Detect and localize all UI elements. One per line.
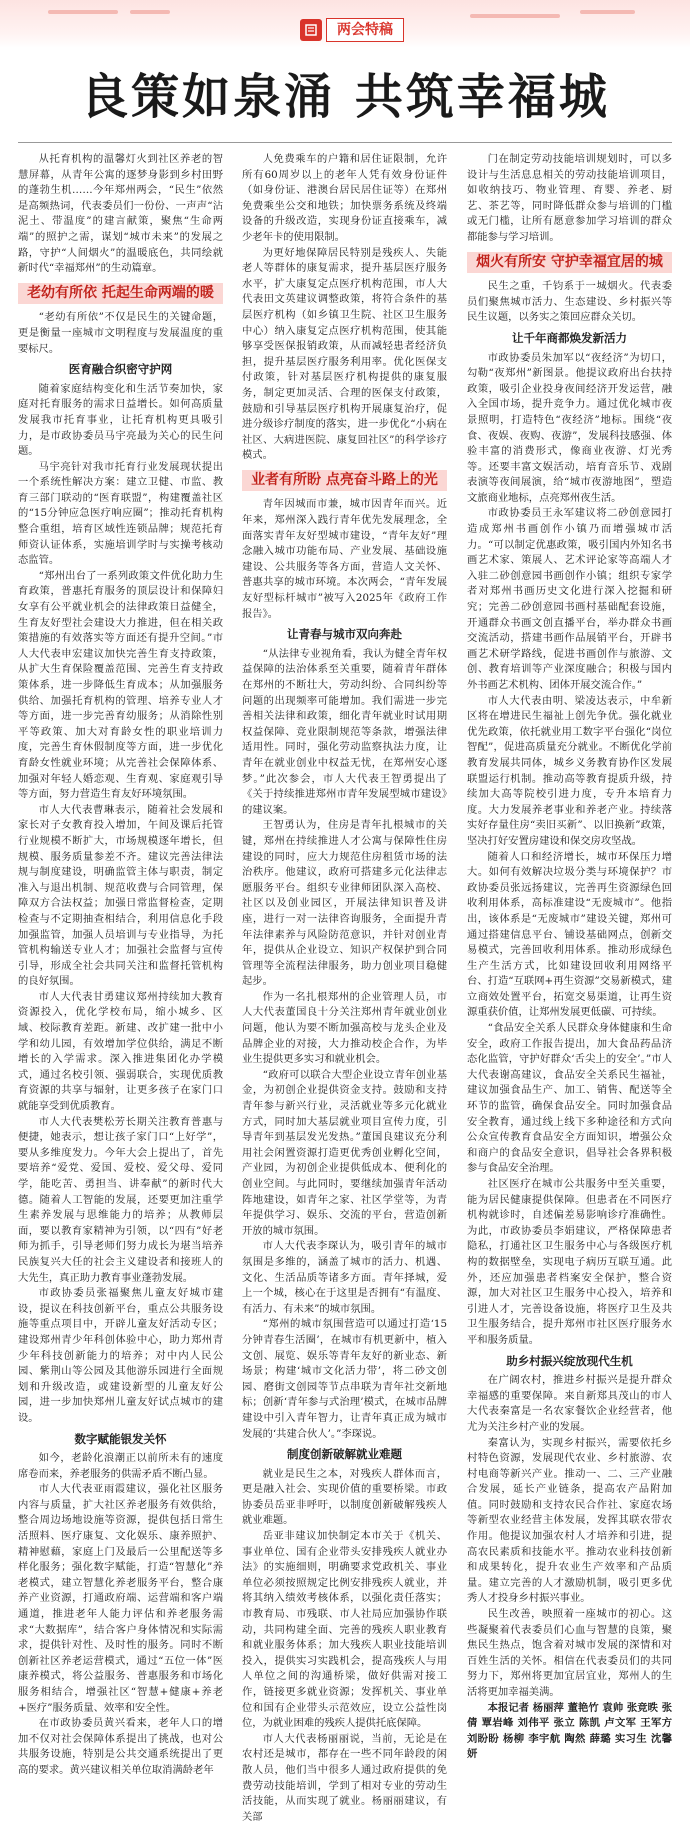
subsection-heading: 助乡村振兴绽放现代生机	[506, 1353, 633, 1368]
paragraph: 秦富认为，实现乡村振兴，需要依托乡村特色资源，发展现代农业、乡村旅游、农村电商等新兴产业。推动一、二、三产业融合发展，延长产业链条，提高农产品附加值。同时鼓励和支持农民合作社、家庭农场等新型农业经营主体发展，发挥其联农带农作用。他提议加强农村人才培养和引进，提高农民素质和技能水平。推动农业科技创新和成果转化，提升农业生产效率和产品质量。建立完善的人才激励机制，吸引更多优秀人才投身乡村振兴事业。	[467, 1436, 672, 1605]
paragraph: 市人大代表樊松芳长期关注教育普惠与便捷，她表示，想让孩子家门口“上好学”，要从多维度发力。今年大会上提出了，首先要培养“爱党、爱国、爱校、爱父母、爱同学，能吃苦、勇担当、讲奉献”的新时代大德。随着人工智能的发展，还要更加注重学生素养发展与思维能力的培养；从教师层面，要以教育家精神为引领，以“四有”好老师为抓手，引导老师们努力成长为堪当培养民族复兴大任的社会主义建设者和接班人的大先生，真正助力教育事业蓬勃发展。	[18, 1115, 223, 1284]
paragraph: 随着人口和经济增长，城市环保压力增大。如何有效解决垃圾分类与环境保护？市政协委员张远扬建议，完善再生资源绿色回收利用体系，高标准建设“无废城市”。他指出，该体系是“无废城市”建设关键，郑州可通过搭建信息平台、铺设基础网点，创新交易模式，完善回收利用体系。推动形成绿色生产生活方式，比如建设回收利用网络平台、打造“互联网+再生资源”交易新模式，建立商效处置平台，拓宽交易渠道，让再生资源重获价值，让郑州发展更低碳、可持续。	[467, 850, 672, 1019]
paragraph: “老幼有所依”不仅是民生的关键命题，更是衡量一座城市文明程度与发展温度的重要标尺。	[18, 311, 223, 355]
paragraph: 市人大代表曹琳表示，随着社会发展和家长对子女教育投入增加，午间及课后托管行业规模不断扩大，市场规模逐年增长，但规模、服务质量参差不齐。建议完善法律法规与制度建设，明确监管主体与职责，制定准入与退出机制、规范收费与合同管理，保障双方合法权益；加强日常监督检查，定期检查与不定期抽查相结合，利用信息化手段加强监管，加强人员培训与专业指导，为托管机构输送专业人才；加强社会监督与宣传引导，形成全社会共同关注和监督托管机构的良好氛围。	[18, 803, 223, 988]
page-title: 良策如泉涌 共筑幸福城	[80, 69, 610, 125]
section-heading: 烟火有所安 守护幸福宜居的城	[467, 252, 672, 274]
paragraph: “郑州出台了一系列政策文件优化助力生育政策，普惠托育服务的顶层设计和保障妇女享有公平就业机会的法律政策日益健全，生育友好型社会建设大力推进，但在相关政策措施的有效落实等方面还有提升空间。”市人大代表申宏建议加快完善生育支持政策，从扩大生育保险覆盖范围、完善生育支持政策体系，进一步降低生育成本；从加强服务供给、加强托育机构的管理、培养专业人才等方面，进一步完善育幼服务；从消除性别平等政策、加大对育龄女性的职业培训力度，完善生育休假制度等方面，进一步优化育龄女性就业环境；从完善社会保障体系、加强对年轻人婚恋观、生育观、家庭观引导等方面，努力营造生育友好环境氛围。	[18, 569, 223, 801]
article-column-2	[242, 152, 447, 1823]
paragraph: 市政协委员张福聚焦儿童友好城市建设，提议在科技创新平台，重点公共服务设施等重点项目中，开辟儿童友好活动专区；建设郑州青少年科创体验中心，助力郑州青少年科技创新能力的培养；对中内人民公园、紫荆山等公园及其他游乐园进行全面规划和升级改造，或建设新型的儿童友好公园，进一步加快郑州儿童友好试点城市的建设。	[18, 1287, 223, 1424]
paragraph: 市政协委员王永军建议将二砂创意园打造成郑州书画创作小镇乃而增强城市活力。“可以制定优惠政策，吸引国内外知名书画艺术家、策展人、艺术评论家等高端人才入驻二砂创意园书画创作小镇；组织专家学者对郑州书画历史文化进行深入挖掘和研究；完善二砂创意园书画村基础配套设施，开通群众书画文创直播平台，举办群众书画交流活动，搭建书画作品展销平台，开辟书画艺术研学路线，促进书画创作与旅游、文创、教育培训等产业深度融合；积极与国内外书画艺术机构、团体开展交流合作。”	[467, 507, 672, 691]
header-decoration	[580, 10, 635, 14]
paragraph: 民生之重，千钧系于一城烟火。代表委员们聚焦城市活力、生态建设、乡村振兴等民生议题，以务实之策回应群众关切。	[467, 280, 672, 324]
paragraph: 门在制定劳动技能培训规划时，可以多设计与生活息息相关的劳动技能培训项目，如收纳技巧、物业管理、育婴、养老、厨艺、茶艺等，同时降低群众参与培训的门槛或无门槛，让所有愿意参加学习培训的群众都能参与学习培训。	[467, 153, 672, 243]
paragraph: 市人大代表杨丽丽说，当前，无论是在农村还是城市，都存在一些不同年龄段的闲散人员，他们当中很多人通过政府提供的免费劳动技能培训，学到了相对专业的劳动生活技能，从而实现了就业。杨丽丽建议，有关部	[242, 1732, 447, 1823]
paragraph: 为更好地保障居民特别是残疾人、失能老人等群体的康复需求，提升基层医疗服务水平，扩大康复定点医疗机构范围，市人大代表田文英建议调整政策，将符合条件的基层医疗机构（如乡镇卫生院、社区卫生服务中心）纳入康复定点医疗机构范围，使其能够享受医保报销政策，从而减轻患者经济负担，提升基层医疗服务利用率。优化医保支付政策，针对基层医疗机构提供的康复服务，制定更加灵活、合理的医保支付政策，鼓励和引导基层医疗机构开展康复治疗，促进分级诊疗制度的落实，进一步优化“小病在社区、大病进医院、康复回社区”的科学诊疗模式。	[242, 246, 447, 462]
paragraph: 如今，老龄化浪潮正以前所未有的速度席卷而来，养老服务的供需矛盾不断凸显。	[18, 1452, 223, 1480]
paragraph: 作为一名扎根郑州的企业管理人员，市人大代表董国良十分关注郑州青年就业创业问题，他认为要不断加强高校与龙头企业及品牌企业的对接，大力推动校企合作，为毕业生提供更多实习和就业机会。	[242, 990, 447, 1066]
paragraph: 王智勇认为，住房是青年扎根城市的关键，郑州在持续推进人才公寓与保障性住房建设的同时，应大力规范住房租赁市场的法治秩序。他建议，政府可搭建多元化法律志愿服务平台。组织专业律师团队深入高校、社区以及创业园区，开展法律知识普及讲座，进行一对一法律咨询服务，全面提升青年法律素养与风险防范意识，并针对创业青年，提供从企业设立、知识产权保护到合同管理等全流程法律服务，助力创业项目稳健起步。	[242, 819, 447, 988]
paragraph: “从法律专业视角看，我认为健全青年权益保障的法治体系至关重要，随着青年群体在郑州的不断壮大，劳动纠纷、合同纠纷等问题的出现频率可能增加。我们需进一步完善相关法律和政策，细化青年就业时试用期权益保障、竞业限制规范等条款，增强法律适用性。同时，强化劳动监察执法力度，让青年在就业创业中权益无忧，在郑州安心逐梦。”此次参会，市人大代表王智勇提出了《关于持续推进郑州市青年发展型城市建设》的建议案。	[242, 647, 447, 816]
paragraph: 青年因城而市兼，城市因青年而兴。近年来，郑州深入践行青年优先发展理念，全面落实青年友好型城市建设，“青年友好”理念融入城市功能布局、产业发展、基础设施建设、公共服务等各方面，营造人文关怀、普惠共享的城市环境。本次两会，“青年发展友好型标杆城市”被写入2025年《政府工作报告》。	[242, 498, 447, 620]
title-divider	[18, 142, 672, 143]
section-heading: 业者有所盼 点亮奋斗路上的光	[242, 470, 447, 492]
subsection-heading: 让千年商都焕发新活力	[512, 330, 627, 345]
header-decoration	[48, 10, 118, 14]
paragraph: “政府可以联合大型企业设立青年创业基金，为初创企业提供资金支持。鼓励和支持青年参与新兴行业，灵活就业等多元化就业方式，同时加大基层就业项目宣传力度，引导青年到基层发光发热。”董国良建议充分利用社会闲置资源打造更优秀创业孵化空间，产业园，为初创企业提供低成本、便利化的创业空间。与此同时，要继续加强青年活动阵地建设，如青年之家、社区学堂等，为青年提供学习、娱乐、交流的平台，营造创新开放的城市氛围。	[242, 1068, 447, 1237]
paragraph: 市人大代表甘勇建议郑州持续加大教育资源投入，优化学校布局，缩小城乡、区域、校际教育差距。新建、改扩建一批中小学和幼儿园，有效增加学位供给，满足不断增长的入学需求。深入推进集团化办学模式，通过名校引领、强弱联合，实现优质教育资源的共享与辐射，让更多孩子在家门口就能享受到优质教育。	[18, 990, 223, 1113]
header-decoration	[130, 10, 170, 14]
section-tag	[300, 18, 404, 42]
paragraph: 市人大代表由明、梁凌达表示，中牟新区将在增进民生福祉上创先争优。强化就业优先政策，依托就业用工数字平台强化“岗位智配”，促进高质量充分就业。不断优化学前教育发展共同体，城乡义务教育协作区发展联盟运行机制。推动高等教育提质升级，持续加大高等院校引进力度，专升本培育力度。大力发展养老事业和养老产业。持续落实好存量住房“卖旧买新”、以旧换新”政策，坚决打好安置房建设和保交房攻坚战。	[467, 694, 672, 847]
article-column-1	[18, 152, 223, 1776]
paragraph: 从托育机构的温馨灯火到社区养老的智慧屏幕，从青年公寓的逐梦身影到乡村田野的蓬勃生机……今年郑州两会，“民生”依然是高频热词，代表委员们一份份、一声声“沾泥土、带温度”的建言献策，聚焦“生命两端”的照护之需，谋划“城市未来”的发展之路，守护“人间烟火”的温暖底色，共同绘就新时代“幸福郑州”的生动篇章。	[18, 153, 223, 275]
document-icon	[300, 19, 322, 41]
paragraph: 随着家庭结构变化和生活节奏加快，家庭对托育服务的需求日益增长。如何高质量发展我市托育事业，让托育机构更具吸引力，是市政协委员马宇亮最为关心的民生问题。	[18, 382, 223, 458]
subsection-heading: 制度创新破解就业难题	[287, 1447, 402, 1462]
paragraph: 民生改善，映照着一座城市的初心。这些凝聚着代表委员们心血与智慧的良策，聚焦民生热点，饱含着对城市发展的深情和对百姓生活的关怀。相信在代表委员们的共同努力下，郑州将更加宜居宜业，郑州人的生活将更加幸福美满。	[467, 1608, 672, 1698]
section-heading: 老幼有所依 托起生命两端的暖	[18, 283, 223, 305]
paragraph: 市人大代表李琛认为，吸引青年的城市氛围是多维的，涵盖了城市的活力、机遇、文化、生活品质等诸多方面。青年择城，爱上一个城，核心在于这里是否拥有“有温度、有活力、有未来”的城市氛围。	[242, 1240, 447, 1315]
subsection-heading: 数字赋能银发关怀	[74, 1431, 167, 1446]
article-column-3	[467, 152, 672, 1761]
paragraph: 就业是民生之本，对残疾人群体而言，更是融入社会、实现价值的重要桥梁。市政协委员岳亚非呼吁，以制度创新破解残疾人就业难题。	[242, 1467, 447, 1527]
paragraph: 马宇亮针对我市托育行业发展现状提出一个系统性解决方案：建立卫健、市监、教育三部门联动的“医育联盟”，构建覆盖社区的“15分钟应急医疗响应圈”；推动托育机构整合重组，培育区域性连锁品牌；规范托育师资认证体系，实施培训学时与实操考核动态监管。	[18, 460, 223, 567]
paragraph: 市政协委员朱加军以“夜经济”为切口，勾勒“夜郑州”新图景。他提议政府出台扶持政策，吸引企业投身夜间经济开发运营，融入全国市场，提升竞争力。通过优化城市夜景照明，打造特色“夜经济”地标。围绕“夜食、夜娱、夜购、夜游”，发展科技感强、体验丰富的消费形式，像商业夜游、灯光秀等。还要丰富文娱活动，培育音乐节、戏剧表演等夜间展演，给“城市夜游地图”，塑造文旅商业地标，点亮郑州夜生活。	[467, 351, 672, 504]
subsection-heading: 医育融合织密守护网	[68, 362, 173, 377]
section-tag-label: 两会特稿	[326, 18, 404, 42]
paragraph: 社区医疗在城市公共服务中至关重要，能为居民健康提供保障。但患者在不同医疗机构就诊时，自述偏差易影响诊疗准确性。为此，市政协委员李娟建议，严格保障患者隐私，打通社区卫生服务中心与各级医疗机构的数据壁垒，实现电子病历互联互通。此外，还应加强患者档案安全保护，整合资源，加大对社区卫生服务中心投入，培养和引进人才，完善设备设施，将医疗卫生及共卫生服务结合，提升郑州市社区医疗服务水平和服务质量。	[467, 1178, 672, 1346]
paragraph: “食品安全关系人民群众身体健康和生命安全，政府工作报告提出，加大食品药品济态化监管，守护好群众‘舌尖上的安全’。”市人大代表谢高建议，食品安全关系民生福祉，建议加强食品生产、加工、销售、配送等全环节的监管，确保食品安全。同时加强食品安全教育，通过线上线下多种途径和方式向公众宣传教育食品安全方面知识，增强公众和商户的食品安全意识，倡导社会各界积极参与食品安全治理。	[467, 1022, 672, 1175]
paragraph: 岳亚非建议加快制定本市关于《机关、事业单位、国有企业带头安排残疾人就业办法》的实施细则，明确要求党政机关、事业单位必须按照规定比例安排残疾人就业，并将其纳入绩效考核体系，以强化责任落实；市教育局、市残联、市人社局应加强协作联动，共同构建全面、完善的残疾人职业教育和就业服务体系；加大残疾人职业技能培训投入，提供实习实践机会，提高残疾人与用人单位之间的沟通桥梁，做好供需对接工作，链接更多就业资源；发挥机关、事业单位和国有企业带头示范效应，设立公益性岗位，为就业困难的残疾人提供托底保障。	[242, 1530, 447, 1730]
paragraph: 人免费乘车的户籍和居住证限制，允许所有60周岁以上的老年人凭有效身份证件（如身份证、港澳台居民居住证等）在郑州免费乘坐公交和地铁；加快票务系统及终端设备的升级改造，实现身份证直接乘车，减少老年卡的使用限制。	[242, 153, 447, 243]
paragraph: 市人大代表亚雨霞建议，强化社区服务内容与质量，扩大社区养老服务有效供给，整合周边场地设施等资源，提供包括日常生活照料、医疗康复、文化娱乐、康养照护、精神慰藉，家庭上门及最后一公里配送等多样化服务；强化数字赋能，打造“智慧化”养老模式，建立智慧化养老服务平台，整合康养产业资源，打通政府端、运营端和客户端通道，推进老年人能力评估和养老服务需求“大数据库”，结合客户身体情况和实际需求，提供针对性、及时性的服务。同时不断创新社区养老运营模式，通过“五位一体”医康养模式，将公益服务、普惠服务和市场化服务相结合，增强社区“智慧+健康+养老+医疗”服务质量、效率和安全性。	[18, 1483, 223, 1714]
subsection-heading: 让青春与城市双向奔赴	[287, 627, 402, 642]
paragraph: “郑州的城市氛围营造可以通过打造‘15分钟青春生活圈’，在城市有机更新中，植入文创、展览、娱乐等青年友好的新业态、新场景；构建‘城市文化活力带’，将二砂文创园、磨街文创园等节点串联为青年社交新地标；创新‘青年参与式治理’模式，在城市品牌建设中引入青年智力，让青年真正成为城市发展的‘共建合伙人’。”李琛说。	[242, 1318, 447, 1440]
byline: 本报记者 杨丽萍 董艳竹 袁帅 张竞昳 张倩 覃岩峰 刘伟平 张立 陈凯 卢文军 王军方 刘盼盼 杨柳 李宇航 陶然 薛璐 实习生 沈馨妍	[467, 1701, 672, 1761]
paragraph: 在市政协委员黄兴看来，老年人口的增加不仅对社会保障体系提出了挑战，也对公共服务设施，特别是公共交通系统提出了更高的要求。黄兴建议相关单位取消满龄老年	[18, 1717, 223, 1776]
header-decoration	[470, 14, 560, 18]
paragraph: 在广阔农村，推进乡村振兴是提升群众幸福感的重要保障。来自新郑具茂山的市人大代表秦富是一名农家餐饮企业经营者，他尤为关注乡村产业的发展。	[467, 1374, 672, 1433]
